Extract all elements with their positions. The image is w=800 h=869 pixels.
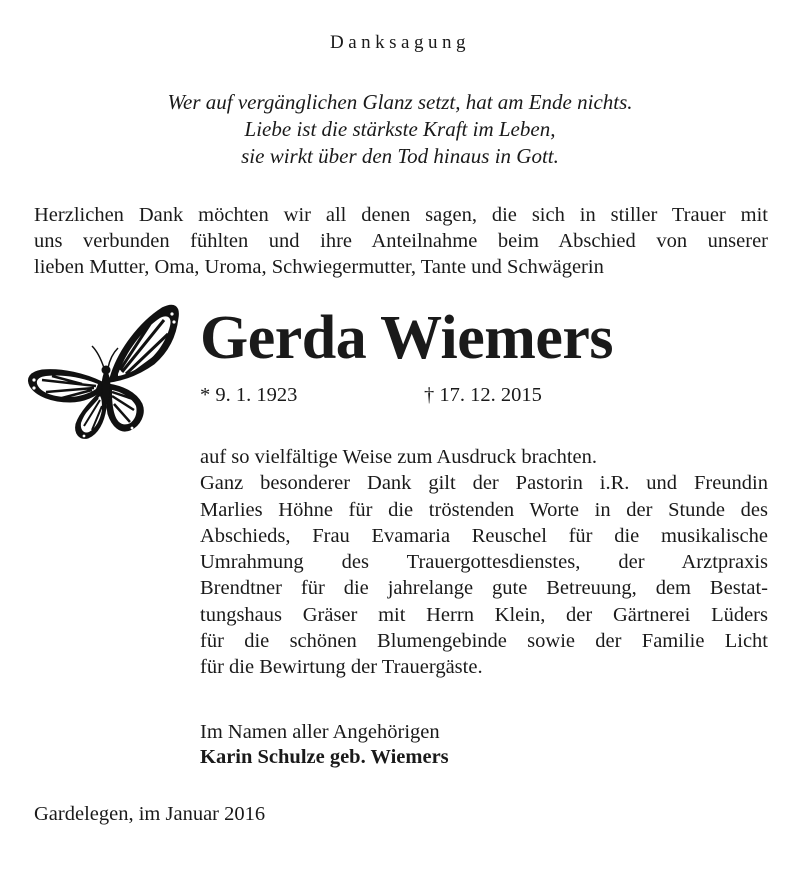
thanks-paragraph xyxy=(200,444,768,681)
intro-line: lieben Mutter, Oma, Uroma, Schwiegermutter, Tante und Schwägerin xyxy=(34,256,604,278)
thanks-line: Ganz besonderer Dank gilt der Pastorin i.R. und Freundin xyxy=(200,472,768,495)
death-date: † 17. 12. 2015 xyxy=(424,384,542,406)
intro-paragraph xyxy=(34,202,768,280)
notice-heading: Danksagung xyxy=(330,32,470,53)
intro-line: Herzlichen Dank möchten wir all denen sagen, die sich in stiller Trauer mit xyxy=(34,204,768,226)
thanks-line: für die Bewirtung der Trauergäste. xyxy=(200,656,483,679)
memorial-quote xyxy=(0,89,800,170)
thanks-line: auf so vielfältige Weise zum Ausdruck brachten. xyxy=(200,446,598,468)
deceased-name: Gerda Wiemers xyxy=(200,304,614,372)
thanks-line: für die schönen Blumengebinde sowie der Familie Licht xyxy=(200,630,768,653)
quote-line: Liebe ist die stärkste Kraft im Leben, xyxy=(244,117,556,141)
place-date: Gardelegen, im Januar 2016 xyxy=(34,803,266,825)
quote-line: Wer auf vergänglichen Glanz setzt, hat am Ende nichts. xyxy=(167,90,633,114)
thanks-line: tungshaus Gräser mit Herrn Klein, der Gärtnerei Lüders xyxy=(200,603,768,626)
quote-line: sie wirkt über den Tod hinaus in Gott. xyxy=(241,144,559,168)
birth-date: * 9. 1. 1923 xyxy=(200,384,298,406)
thanks-line: Marlies Höhne für die tröstenden Worte in der Stunde des xyxy=(200,498,768,521)
intro-line: uns verbunden fühlten und ihre Anteilnahme beim Abschied von unserer xyxy=(34,230,768,252)
thanks-line: Umrahmung des Trauergottesdienstes, der Arztpraxis xyxy=(200,551,768,574)
closing-line: Im Namen aller Angehörigen xyxy=(200,721,440,743)
thanks-line: Abschieds, Frau Evamaria Reuschel für die musikalische xyxy=(200,524,768,547)
butterfly-icon xyxy=(22,300,184,442)
signature: Karin Schulze geb. Wiemers xyxy=(200,746,449,768)
thanks-line: Brendtner für die jahrelange gute Betreuung, dem Bestat- xyxy=(200,577,768,600)
